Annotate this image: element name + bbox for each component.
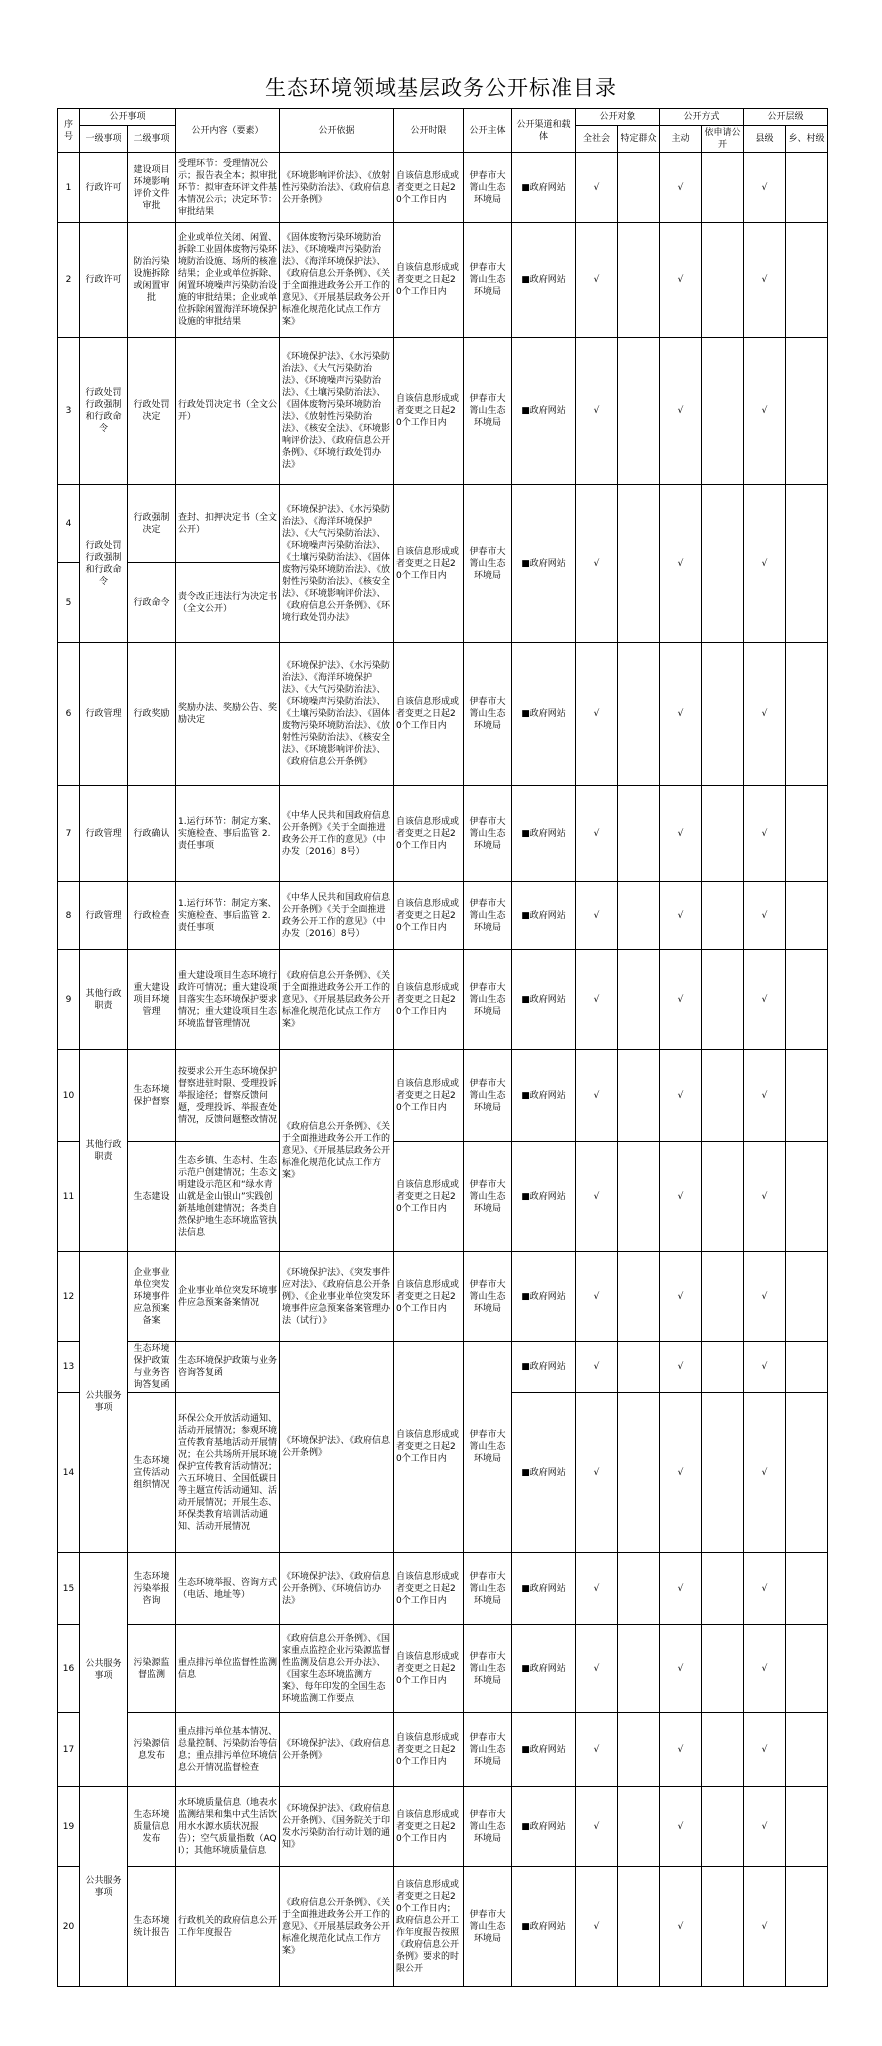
level-county-cell: √ xyxy=(744,643,786,786)
subject-cell: 伊春市大箐山生态环境局 xyxy=(464,1625,512,1713)
time-cell: 自该信息形成或者变更之日起20个工作日内 xyxy=(394,1142,464,1252)
time-cell: 自该信息形成或者变更之日起20个工作日内 xyxy=(394,1252,464,1342)
header-level-group: 公开层级 xyxy=(744,109,828,126)
channel-cell: ■政府网站 xyxy=(512,1553,576,1625)
seq-cell: 17 xyxy=(58,1713,80,1787)
basis-cell: 《环境保护法》、《水污染防治法》、《海洋环境保护法》、《大气污染防治法》、《环境噪声污染防治法》、《土壤污染防治法》、《固体废物污染环境防治法》、《放射性污染防治法》、《核安全法》、《环境影响评价法》、《政府信息公开条例》、《环境行政处罚办法》 xyxy=(280,485,394,643)
level-town-cell xyxy=(786,223,828,338)
mode-active-cell: √ xyxy=(660,1787,702,1867)
mode-request-cell xyxy=(702,338,744,485)
level-town-cell xyxy=(786,882,828,950)
level-county-cell: √ xyxy=(744,1867,786,1987)
content-cell: 企业或单位关闭、闲置、拆除工业固体废物污染环境防治设施、场所的核准结果；企业或单位拆除、闲置环境噪声污染防治设施的审批结果；企业或单位拆除闲置海洋环境保护设施的审批结果 xyxy=(176,223,280,338)
level1-cell: 行政处罚行政强制和行政命令 xyxy=(80,485,128,643)
mode-active-cell: √ xyxy=(660,950,702,1050)
mode-request-cell xyxy=(702,223,744,338)
page-title: 生态环境领域基层政务公开标准目录 xyxy=(265,76,617,100)
time-cell: 自该信息形成或者变更之日起20个工作日内 xyxy=(394,1625,464,1713)
basis-cell: 《环境保护法》、《水污染防治法》、《海洋环境保护法》、《大气污染防治法》、《环境噪声污染防治法》、《土壤污染防治法》、《固体废物污染环境防治法》、《放射性污染防治法》、《核安全法》、《环境影响评价法》、《政府信息公开条例》 xyxy=(280,643,394,786)
mode-request-cell xyxy=(702,153,744,223)
content-cell: 按要求公开生态环境保护督察进驻时限、受理投诉举报途径；督察反馈问题，受理投诉、举报查处情况，反馈问题整改情况 xyxy=(176,1050,280,1142)
level-county-cell: √ xyxy=(744,338,786,485)
time-cell: 自该信息形成或者变更之日起20个工作日内 xyxy=(394,1342,464,1553)
header-level2: 二级事项 xyxy=(128,126,176,153)
channel-cell: ■政府网站 xyxy=(512,1713,576,1787)
level2-cell: 行政确认 xyxy=(128,786,176,882)
content-cell: 行政机关的政府信息公开工作年度报告 xyxy=(176,1867,280,1987)
content-cell: 企业事业单位突发环境事件应急预案备案情况 xyxy=(176,1252,280,1342)
mode-request-cell xyxy=(702,1393,744,1553)
table-row xyxy=(58,643,828,786)
table-row xyxy=(58,1713,828,1787)
mode-active-cell: √ xyxy=(660,1713,702,1787)
target-public-cell: √ xyxy=(576,1713,618,1787)
header-level-town: 乡、村级 xyxy=(786,126,828,153)
mode-request-cell xyxy=(702,1787,744,1867)
level-town-cell xyxy=(786,1713,828,1787)
header-target-public: 全社会 xyxy=(576,126,618,153)
level-county-cell: √ xyxy=(744,1393,786,1553)
basis-cell: 《环境保护法》、《水污染防治法》、《大气污染防治法》、《环境噪声污染防治法》、《土壤污染防治法》、《固体废物污染环境防治法》、《放射性污染防治法》、《核安全法》、《环境影响评价法》、《政府信息公开条例》、《环境行政处罚办法》 xyxy=(280,338,394,485)
level-county-cell: √ xyxy=(744,153,786,223)
time-cell: 自该信息形成或者变更之日起20个工作日内 xyxy=(394,338,464,485)
subject-cell: 伊春市大箐山生态环境局 xyxy=(464,223,512,338)
header-content: 公开内容（要素） xyxy=(176,109,280,153)
target-public-cell: √ xyxy=(576,1342,618,1393)
time-cell: 自该信息形成或者变更之日起20个工作日内 xyxy=(394,1713,464,1787)
mode-active-cell: √ xyxy=(660,786,702,882)
level2-cell: 生态环境保护督察 xyxy=(128,1050,176,1142)
channel-cell: ■政府网站 xyxy=(512,153,576,223)
seq-cell: 10 xyxy=(58,1050,80,1142)
subject-cell: 伊春市大箐山生态环境局 xyxy=(464,338,512,485)
mode-request-cell xyxy=(702,950,744,1050)
header-level-county: 县级 xyxy=(744,126,786,153)
level2-cell: 建设项目环境影响评价文件审批 xyxy=(128,153,176,223)
mode-active-cell: √ xyxy=(660,1342,702,1393)
level2-cell: 生态环境统计报告 xyxy=(128,1867,176,1987)
content-cell: 受理环节：受理情况公示；报告表全本；拟审批环节：拟审查环评文件基本情况公示；决定环节：审批结果 xyxy=(176,153,280,223)
target-specific-cell xyxy=(618,1553,660,1625)
level-county-cell: √ xyxy=(744,223,786,338)
table-row xyxy=(58,1553,828,1625)
mode-request-cell xyxy=(702,1867,744,1987)
subject-cell: 伊春市大箐山生态环境局 xyxy=(464,786,512,882)
mode-request-cell xyxy=(702,485,744,643)
level-county-cell: √ xyxy=(744,1050,786,1142)
level-county-cell: √ xyxy=(744,485,786,643)
seq-cell: 7 xyxy=(58,786,80,882)
header-mode-active: 主动 xyxy=(660,126,702,153)
basis-cell: 《环境保护法》、《政府信息公开条例》 xyxy=(280,1342,394,1553)
channel-cell: ■政府网站 xyxy=(512,1393,576,1553)
content-cell: 奖励办法、奖励公告、奖励决定 xyxy=(176,643,280,786)
catalog-table xyxy=(57,108,828,1987)
level2-cell: 企业事业单位突发环境事件应急预案备案 xyxy=(128,1252,176,1342)
mode-request-cell xyxy=(702,1713,744,1787)
mode-request-cell xyxy=(702,786,744,882)
mode-active-cell: √ xyxy=(660,338,702,485)
content-cell: 重点排污单位基本情况、总量控制、污染防治等信息；重点排污单位环境信息公开情况监督检查 xyxy=(176,1713,280,1787)
level1-cell: 其他行政职责 xyxy=(80,1050,128,1252)
level1-cell: 行政许可 xyxy=(80,223,128,338)
content-cell: 查封、扣押决定书（全文公开） xyxy=(176,485,280,563)
target-specific-cell xyxy=(618,1252,660,1342)
table-row xyxy=(58,485,828,563)
content-cell: 生态环境保护政策与业务咨询答复函 xyxy=(176,1342,280,1393)
subject-cell: 伊春市大箐山生态环境局 xyxy=(464,1787,512,1867)
channel-cell: ■政府网站 xyxy=(512,1142,576,1252)
level-town-cell xyxy=(786,1252,828,1342)
level1-cell: 公共服务事项 xyxy=(80,1252,128,1553)
table-row xyxy=(58,1050,828,1142)
target-public-cell: √ xyxy=(576,223,618,338)
header-mode-request: 依申请公开 xyxy=(702,126,744,153)
level1-cell: 行政管理 xyxy=(80,882,128,950)
subject-cell: 伊春市大箐山生态环境局 xyxy=(464,1050,512,1142)
level-county-cell: √ xyxy=(744,1713,786,1787)
target-public-cell: √ xyxy=(576,1252,618,1342)
basis-cell: 《环境保护法》、《政府信息公开条例》、《环境信访办法》 xyxy=(280,1553,394,1625)
content-cell: 水环境质量信息（地表水监测结果和集中式生活饮用水水源水质状况报告）；空气质量指数（AQI）；其他环境质量信息 xyxy=(176,1787,280,1867)
channel-cell: ■政府网站 xyxy=(512,1050,576,1142)
table-row xyxy=(58,223,828,338)
level-town-cell xyxy=(786,485,828,643)
table-row xyxy=(58,338,828,485)
seq-cell: 5 xyxy=(58,563,80,643)
header-channel: 公开渠道和载体 xyxy=(512,109,576,153)
target-public-cell: √ xyxy=(576,950,618,1050)
target-public-cell: √ xyxy=(576,786,618,882)
mode-active-cell: √ xyxy=(660,643,702,786)
target-specific-cell xyxy=(618,1342,660,1393)
level-town-cell xyxy=(786,1625,828,1713)
seq-cell: 9 xyxy=(58,950,80,1050)
time-cell: 自该信息形成或者变更之日起20个工作日内 xyxy=(394,153,464,223)
mode-active-cell: √ xyxy=(660,1252,702,1342)
basis-cell: 《环境保护法》、《突发事件应对法》、《政府信息公开条例》、《企业事业单位突发环境事件应急预案备案管理办法（试行）》 xyxy=(280,1252,394,1342)
target-public-cell: √ xyxy=(576,1553,618,1625)
target-specific-cell xyxy=(618,786,660,882)
seq-cell: 8 xyxy=(58,882,80,950)
seq-cell: 16 xyxy=(58,1625,80,1713)
seq-cell: 13 xyxy=(58,1342,80,1393)
channel-cell: ■政府网站 xyxy=(512,1342,576,1393)
mode-active-cell: √ xyxy=(660,1050,702,1142)
seq-cell: 4 xyxy=(58,485,80,563)
level-town-cell xyxy=(786,786,828,882)
target-public-cell: √ xyxy=(576,485,618,643)
level2-cell: 防治污染设施拆除或闲置审批 xyxy=(128,223,176,338)
level-county-cell: √ xyxy=(744,786,786,882)
content-cell: 1.运行环节：制定方案、实施检查、事后监管 2.责任事项 xyxy=(176,882,280,950)
target-specific-cell xyxy=(618,1393,660,1553)
level2-cell: 行政强制决定 xyxy=(128,485,176,563)
mode-active-cell: √ xyxy=(660,882,702,950)
mode-request-cell xyxy=(702,1625,744,1713)
seq-cell: 2 xyxy=(58,223,80,338)
target-specific-cell xyxy=(618,1867,660,1987)
time-cell: 自该信息形成或者变更之日起20个工作日内 xyxy=(394,786,464,882)
header-matter-group: 公开事项 xyxy=(80,109,176,126)
level-county-cell: √ xyxy=(744,1553,786,1625)
header-basis: 公开依据 xyxy=(280,109,394,153)
content-cell: 重点排污单位监督性监测信息 xyxy=(176,1625,280,1713)
level-town-cell xyxy=(786,153,828,223)
mode-active-cell: √ xyxy=(660,223,702,338)
time-cell: 自该信息形成或者变更之日起20个工作日内 xyxy=(394,950,464,1050)
level-county-cell: √ xyxy=(744,1787,786,1867)
time-cell: 自该信息形成或者变更之日起20个工作日内；政府信息公开工作年度报告按照《政府信息公开条例》要求的时限公开 xyxy=(394,1867,464,1987)
level1-cell: 公共服务事项 xyxy=(80,1553,128,1787)
header-level1: 一级事项 xyxy=(80,126,128,153)
level-town-cell xyxy=(786,338,828,485)
mode-active-cell: √ xyxy=(660,1625,702,1713)
level-county-cell: √ xyxy=(744,1252,786,1342)
subject-cell: 伊春市大箐山生态环境局 xyxy=(464,1553,512,1625)
target-public-cell: √ xyxy=(576,153,618,223)
level2-cell: 行政奖励 xyxy=(128,643,176,786)
level-town-cell xyxy=(786,1787,828,1867)
channel-cell: ■政府网站 xyxy=(512,786,576,882)
content-cell: 生态环境举报、咨询方式（电话、地址等） xyxy=(176,1553,280,1625)
header-target-group: 公开对象 xyxy=(576,109,660,126)
level2-cell: 行政命令 xyxy=(128,563,176,643)
table-row xyxy=(58,1342,828,1393)
basis-cell: 《中华人民共和国政府信息公开条例》《关于全面推进政务公开工作的意见》（中办发〔2016〕8号） xyxy=(280,882,394,950)
target-specific-cell xyxy=(618,1787,660,1867)
channel-cell: ■政府网站 xyxy=(512,950,576,1050)
header-subject: 公开主体 xyxy=(464,109,512,153)
content-cell: 行政处罚决定书（全文公开） xyxy=(176,338,280,485)
content-cell: 责令改正违法行为决定书（全文公开） xyxy=(176,563,280,643)
level2-cell: 生态环境宣传活动组织情况 xyxy=(128,1393,176,1553)
target-specific-cell xyxy=(618,1713,660,1787)
level2-cell: 行政处罚决定 xyxy=(128,338,176,485)
table-row xyxy=(58,1142,828,1252)
time-cell: 自该信息形成或者变更之日起20个工作日内 xyxy=(394,1050,464,1142)
target-specific-cell xyxy=(618,1142,660,1252)
target-public-cell: √ xyxy=(576,643,618,786)
seq-cell: 12 xyxy=(58,1252,80,1342)
seq-cell: 20 xyxy=(58,1867,80,1987)
mode-request-cell xyxy=(702,1142,744,1252)
mode-active-cell: √ xyxy=(660,1553,702,1625)
mode-active-cell: √ xyxy=(660,485,702,643)
basis-cell: 《环境保护法》、《政府信息公开条例》 xyxy=(280,1713,394,1787)
content-cell: 1.运行环节：制定方案、实施检查、事后监管 2.责任事项 xyxy=(176,786,280,882)
table-header xyxy=(58,109,828,153)
subject-cell: 伊春市大箐山生态环境局 xyxy=(464,1142,512,1252)
level-town-cell xyxy=(786,1393,828,1553)
channel-cell: ■政府网站 xyxy=(512,643,576,786)
level1-cell: 其他行政职责 xyxy=(80,950,128,1050)
level2-cell: 污染源监督监测 xyxy=(128,1625,176,1713)
mode-request-cell xyxy=(702,1252,744,1342)
basis-cell: 《环境影响评价法》、《放射性污染防治法》、《政府信息公开条例》 xyxy=(280,153,394,223)
level2-cell: 生态建设 xyxy=(128,1142,176,1252)
channel-cell: ■政府网站 xyxy=(512,1625,576,1713)
table-row xyxy=(58,882,828,950)
mode-active-cell: √ xyxy=(660,1867,702,1987)
mode-request-cell xyxy=(702,1050,744,1142)
level-town-cell xyxy=(786,1050,828,1142)
seq-cell: 3 xyxy=(58,338,80,485)
target-public-cell: √ xyxy=(576,1142,618,1252)
seq-cell: 11 xyxy=(58,1142,80,1252)
subject-cell: 伊春市大箐山生态环境局 xyxy=(464,950,512,1050)
time-cell: 自该信息形成或者变更之日起20个工作日内 xyxy=(394,223,464,338)
header-seq: 序号 xyxy=(58,109,80,153)
subject-cell: 伊春市大箐山生态环境局 xyxy=(464,153,512,223)
mode-request-cell xyxy=(702,643,744,786)
level1-cell: 行政许可 xyxy=(80,153,128,223)
content-cell: 生态乡镇、生态村、生态示范户创建情况；生态文明建设示范区和“绿水青山就是金山银山”实践创新基地创建情况；各类自然保护地生态环境监管执法信息 xyxy=(176,1142,280,1252)
target-specific-cell xyxy=(618,643,660,786)
subject-cell: 伊春市大箐山生态环境局 xyxy=(464,1713,512,1787)
subject-cell: 伊春市大箐山生态环境局 xyxy=(464,1342,512,1553)
channel-cell: ■政府网站 xyxy=(512,338,576,485)
time-cell: 自该信息形成或者变更之日起20个工作日内 xyxy=(394,485,464,643)
channel-cell: ■政府网站 xyxy=(512,882,576,950)
level1-cell: 公共服务事项 xyxy=(80,1787,128,1987)
table-row xyxy=(58,1252,828,1342)
content-cell: 重大建设项目生态环境行政许可情况；重大建设项目落实生态环境保护要求情况；重大建设项目生态环境监督管理情况 xyxy=(176,950,280,1050)
seq-cell: 14 xyxy=(58,1393,80,1553)
target-public-cell: √ xyxy=(576,1050,618,1142)
level1-cell: 行政管理 xyxy=(80,786,128,882)
level1-cell: 行政管理 xyxy=(80,643,128,786)
basis-cell: 《环境保护法》、《政府信息公开条例》、《国务院关于印发水污染防治行动计划的通知》 xyxy=(280,1787,394,1867)
target-specific-cell xyxy=(618,1625,660,1713)
level-county-cell: √ xyxy=(744,882,786,950)
target-public-cell: √ xyxy=(576,1393,618,1553)
level-town-cell xyxy=(786,950,828,1050)
channel-cell: ■政府网站 xyxy=(512,485,576,643)
subject-cell: 伊春市大箐山生态环境局 xyxy=(464,882,512,950)
channel-cell: ■政府网站 xyxy=(512,223,576,338)
subject-cell: 伊春市大箐山生态环境局 xyxy=(464,1252,512,1342)
time-cell: 自该信息形成或者变更之日起20个工作日内 xyxy=(394,882,464,950)
time-cell: 自该信息形成或者变更之日起20个工作日内 xyxy=(394,1787,464,1867)
header-target-specific: 特定群众 xyxy=(618,126,660,153)
target-specific-cell xyxy=(618,153,660,223)
basis-cell: 《政府信息公开条例》、《关于全面推进政务公开工作的意见》、《开展基层政务公开标准化规范化试点工作方案》 xyxy=(280,1867,394,1987)
target-public-cell: √ xyxy=(576,1867,618,1987)
basis-cell: 《中华人民共和国政府信息公开条例》《关于全面推进政务公开工作的意见》（中办发〔2016〕8号） xyxy=(280,786,394,882)
mode-request-cell xyxy=(702,882,744,950)
basis-cell: 《政府信息公开条例》、《关于全面推进政务公开工作的意见》、《开展基层政务公开标准化规范化试点工作方案》 xyxy=(280,950,394,1050)
subject-cell: 伊春市大箐山生态环境局 xyxy=(464,1867,512,1987)
time-cell: 自该信息形成或者变更之日起20个工作日内 xyxy=(394,643,464,786)
target-specific-cell xyxy=(618,338,660,485)
channel-cell: ■政府网站 xyxy=(512,1787,576,1867)
channel-cell: ■政府网站 xyxy=(512,1252,576,1342)
level2-cell: 生态环境质量信息发布 xyxy=(128,1787,176,1867)
header-time-limit: 公开时限 xyxy=(394,109,464,153)
level-town-cell xyxy=(786,643,828,786)
target-specific-cell xyxy=(618,950,660,1050)
table-row xyxy=(58,1625,828,1713)
level2-cell: 生态环境污染举报咨询 xyxy=(128,1553,176,1625)
level2-cell: 生态环境保护政策与业务咨询答复函 xyxy=(128,1342,176,1393)
basis-cell: 《政府信息公开条例》、《国家重点监控企业污染源监督性监测及信息公开办法》、《国家生态环境监测方案》、每年印发的全国生态环境监测工作要点 xyxy=(280,1625,394,1713)
table-row xyxy=(58,1787,828,1867)
mode-request-cell xyxy=(702,1342,744,1393)
level-town-cell xyxy=(786,1142,828,1252)
target-specific-cell xyxy=(618,485,660,643)
target-public-cell: √ xyxy=(576,882,618,950)
level2-cell: 重大建设项目环境管理 xyxy=(128,950,176,1050)
level-town-cell xyxy=(786,1342,828,1393)
table-row xyxy=(58,153,828,223)
seq-cell: 1 xyxy=(58,153,80,223)
target-public-cell: √ xyxy=(576,338,618,485)
basis-cell: 《固体废物污染环境防治法》、《环境噪声污染防治法》、《海洋环境保护法》、《政府信息公开条例》、《关于全面推进政务公开工作的意见》、《开展基层政务公开标准化规范化试点工作方案》 xyxy=(280,223,394,338)
content-cell: 环保公众开放活动通知、活动开展情况；参观环境宣传教育基地活动开展情况；在公共场所开展环境保护宣传教育活动情况；六五环境日、全国低碳日等主题宣传活动通知、活动开展情况；开展生态、环保类教育培训活动通知、活动开展情况 xyxy=(176,1393,280,1553)
table-row xyxy=(58,950,828,1050)
subject-cell: 伊春市大箐山生态环境局 xyxy=(464,485,512,643)
seq-cell: 15 xyxy=(58,1553,80,1625)
header-mode-group: 公开方式 xyxy=(660,109,744,126)
level-town-cell xyxy=(786,1553,828,1625)
level-county-cell: √ xyxy=(744,1625,786,1713)
level-county-cell: √ xyxy=(744,1142,786,1252)
target-specific-cell xyxy=(618,882,660,950)
mode-active-cell: √ xyxy=(660,153,702,223)
subject-cell: 伊春市大箐山生态环境局 xyxy=(464,643,512,786)
target-specific-cell xyxy=(618,223,660,338)
target-specific-cell xyxy=(618,1050,660,1142)
time-cell: 自该信息形成或者变更之日起20个工作日内 xyxy=(394,1553,464,1625)
channel-cell: ■政府网站 xyxy=(512,1867,576,1987)
table-row xyxy=(58,1867,828,1987)
table-row xyxy=(58,786,828,882)
level2-cell: 污染源信息发布 xyxy=(128,1713,176,1787)
seq-cell: 6 xyxy=(58,643,80,786)
level-county-cell: √ xyxy=(744,1342,786,1393)
level-county-cell: √ xyxy=(744,950,786,1050)
seq-cell: 19 xyxy=(58,1787,80,1867)
level1-cell: 行政处罚行政强制和行政命令 xyxy=(80,338,128,485)
level-town-cell xyxy=(786,1867,828,1987)
target-public-cell: √ xyxy=(576,1625,618,1713)
level2-cell: 行政检查 xyxy=(128,882,176,950)
mode-request-cell xyxy=(702,1553,744,1625)
mode-active-cell: √ xyxy=(660,1393,702,1553)
target-public-cell: √ xyxy=(576,1787,618,1867)
basis-cell: 《政府信息公开条例》、《关于全面推进政务公开工作的意见》、《开展基层政务公开标准化规范化试点工作方案》 xyxy=(280,1050,394,1252)
mode-active-cell: √ xyxy=(660,1142,702,1252)
